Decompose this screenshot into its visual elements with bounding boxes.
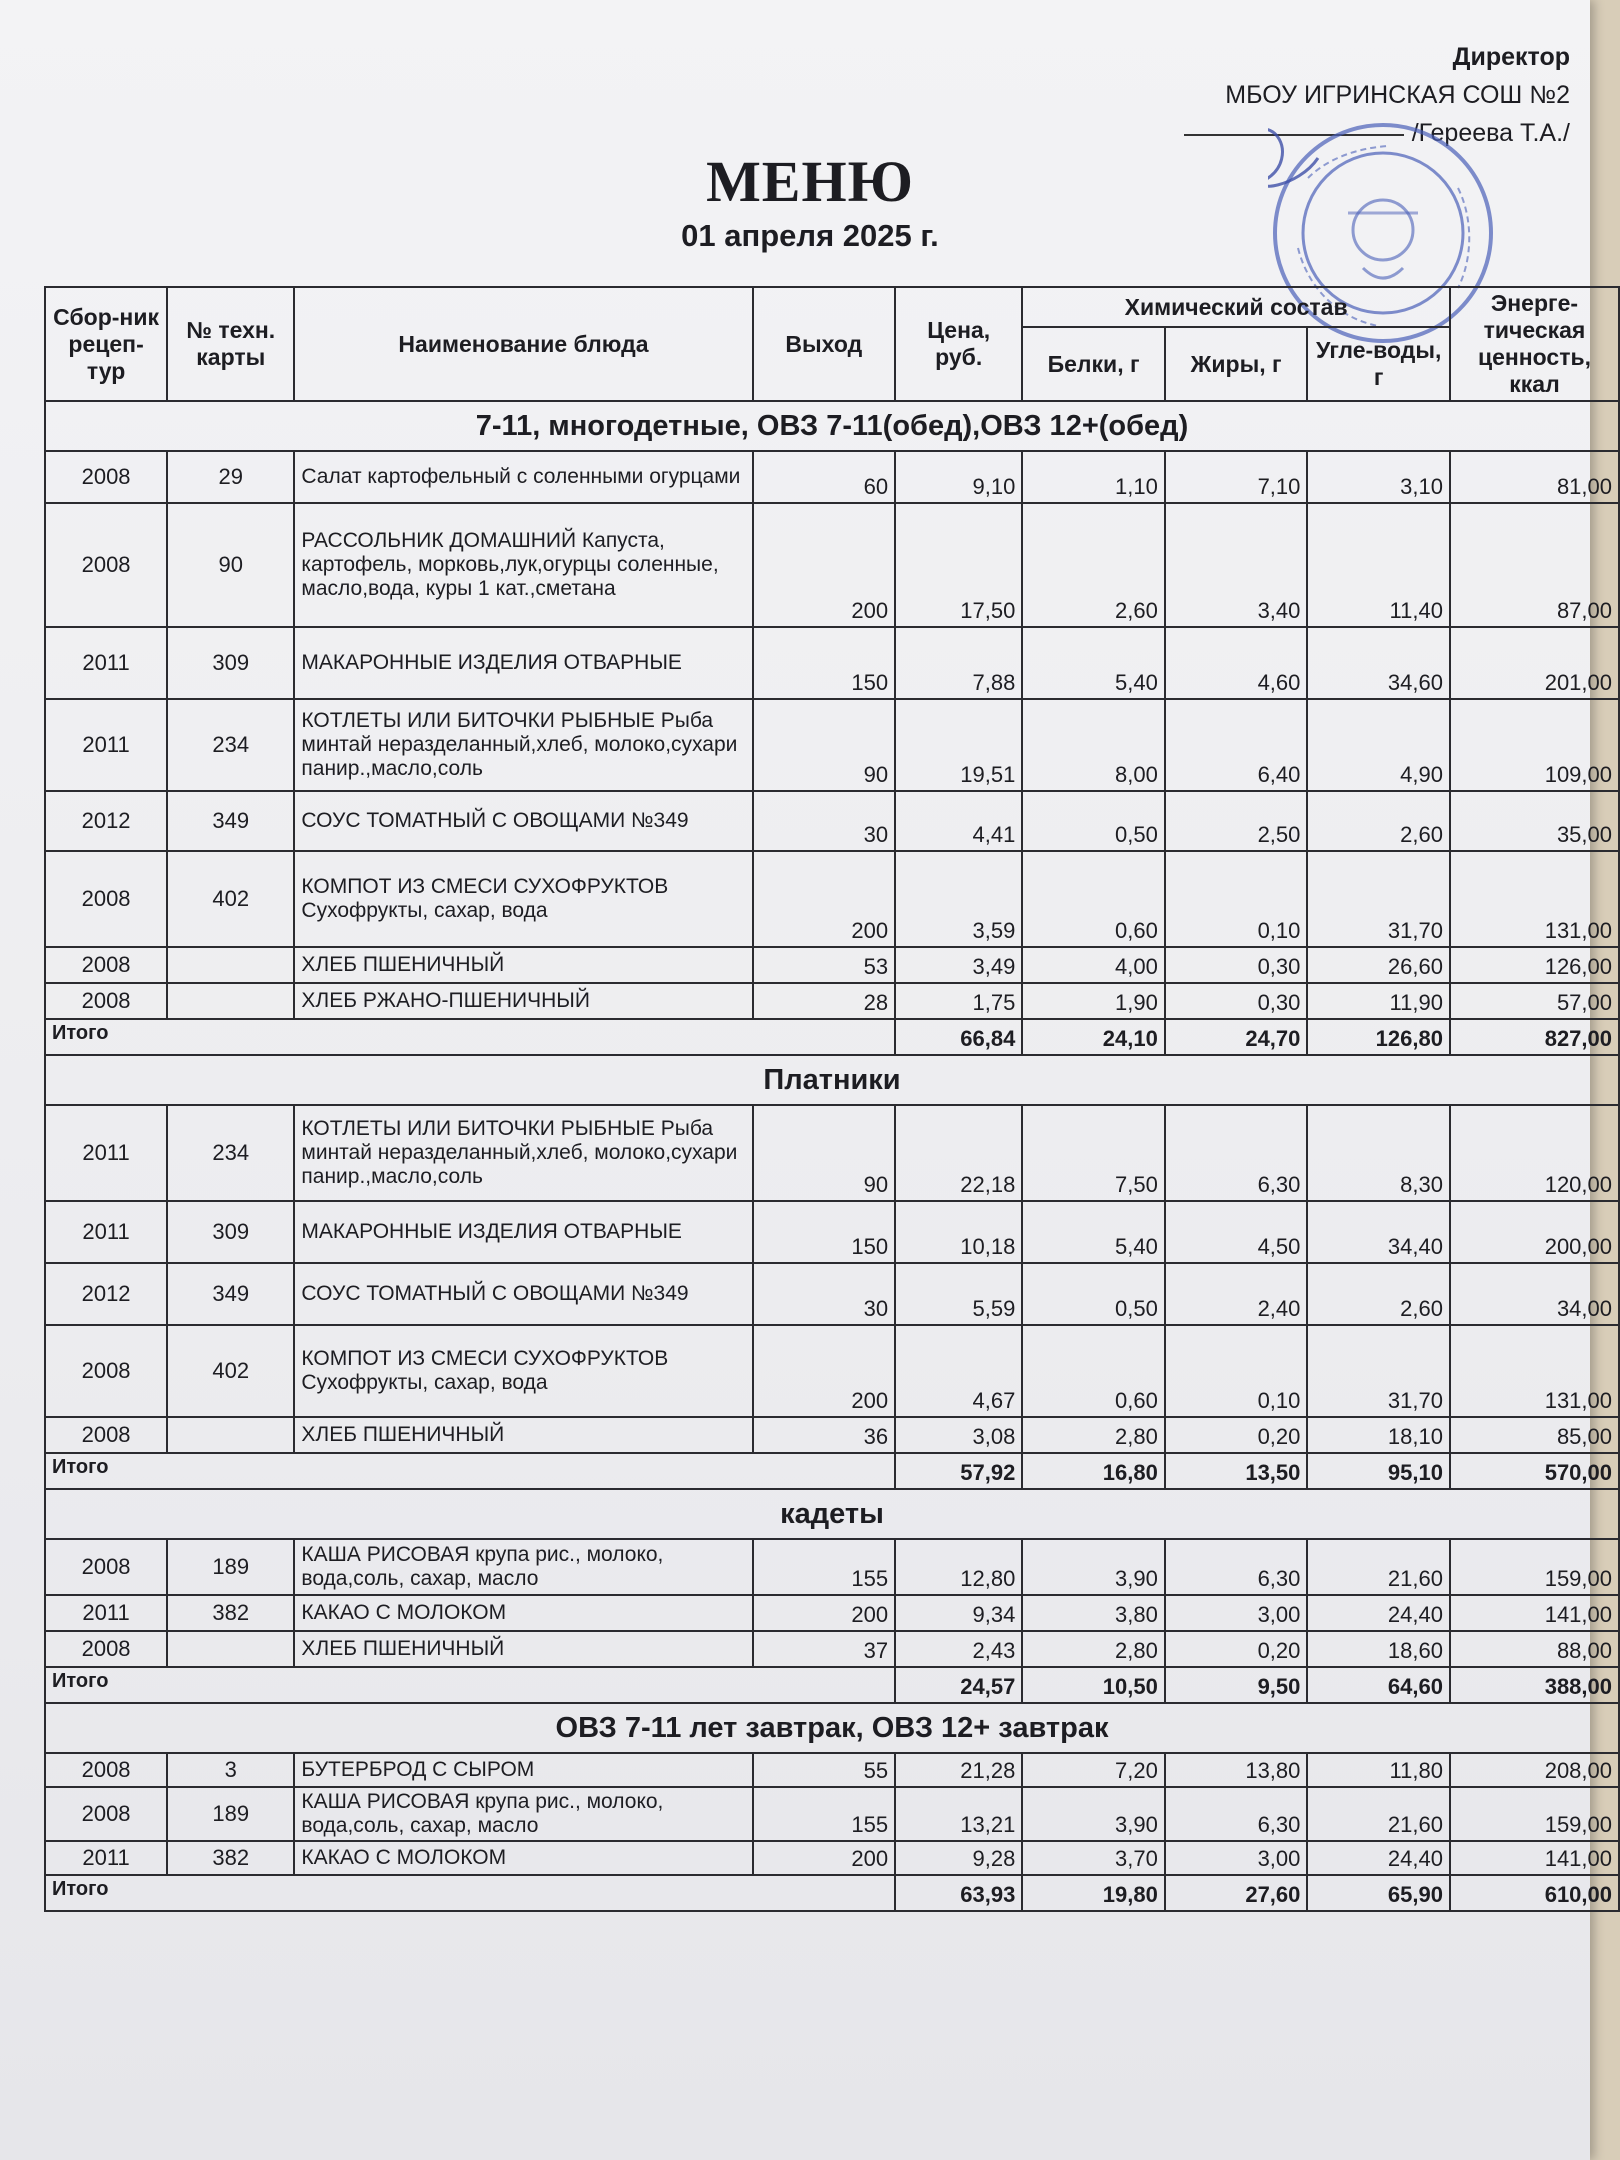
total-proteins: 19,80 xyxy=(1022,1875,1165,1911)
cell-energy: 141,00 xyxy=(1450,1595,1619,1631)
cell-fats: 7,10 xyxy=(1165,451,1308,503)
total-carbs: 95,10 xyxy=(1307,1453,1450,1489)
cell-energy: 85,00 xyxy=(1450,1417,1619,1453)
cell-collection: 2011 xyxy=(45,1841,167,1875)
total-carbs: 64,60 xyxy=(1307,1667,1450,1703)
cell-dish-name: МАКАРОННЫЕ ИЗДЕЛИЯ ОТВАРНЫЕ xyxy=(294,1201,752,1263)
cell-price: 10,18 xyxy=(895,1201,1022,1263)
cell-carbs: 11,40 xyxy=(1307,503,1450,627)
cell-yield: 53 xyxy=(753,947,896,983)
cell-dish-name: МАКАРОННЫЕ ИЗДЕЛИЯ ОТВАРНЫЕ xyxy=(294,627,752,699)
cell-fats: 0,10 xyxy=(1165,1325,1308,1417)
cell-tech-card: 3 xyxy=(167,1753,294,1787)
cell-price: 3,59 xyxy=(895,851,1022,947)
total-proteins: 10,50 xyxy=(1022,1667,1165,1703)
cell-collection: 2008 xyxy=(45,1417,167,1453)
cell-dish-name: ХЛЕБ ПШЕНИЧНЫЙ xyxy=(294,947,752,983)
cell-collection: 2008 xyxy=(45,1631,167,1667)
total-label: Итого xyxy=(45,1875,895,1911)
cell-price: 19,51 xyxy=(895,699,1022,791)
cell-proteins: 3,90 xyxy=(1022,1787,1165,1841)
section-row xyxy=(45,1489,1619,1539)
table-row xyxy=(45,983,1619,1019)
cell-tech-card: 402 xyxy=(167,1325,294,1417)
cell-price: 1,75 xyxy=(895,983,1022,1019)
total-label: Итого xyxy=(45,1019,895,1055)
cell-energy: 131,00 xyxy=(1450,1325,1619,1417)
cell-price: 9,28 xyxy=(895,1841,1022,1875)
cell-proteins: 0,50 xyxy=(1022,791,1165,851)
cell-yield: 30 xyxy=(753,1263,896,1325)
table-row xyxy=(45,1263,1619,1325)
cell-yield: 55 xyxy=(753,1753,896,1787)
cell-yield: 150 xyxy=(753,1201,896,1263)
cell-fats: 6,30 xyxy=(1165,1539,1308,1595)
cell-energy: 200,00 xyxy=(1450,1201,1619,1263)
cell-fats: 0,20 xyxy=(1165,1631,1308,1667)
cell-dish-name: КАКАО С МОЛОКОМ xyxy=(294,1841,752,1875)
cell-energy: 201,00 xyxy=(1450,627,1619,699)
header-proteins: Белки, г xyxy=(1022,327,1165,401)
header-price: Цена, руб. xyxy=(895,287,1022,401)
section-title: ОВЗ 7-11 лет завтрак, ОВЗ 12+ завтрак xyxy=(45,1703,1619,1753)
cell-fats: 2,50 xyxy=(1165,791,1308,851)
header-dish-name: Наименование блюда xyxy=(294,287,752,401)
section-title: Платники xyxy=(45,1055,1619,1105)
cell-fats: 3,00 xyxy=(1165,1595,1308,1631)
table-row xyxy=(45,1417,1619,1453)
cell-collection: 2012 xyxy=(45,791,167,851)
total-energy: 570,00 xyxy=(1450,1453,1619,1489)
cell-tech-card xyxy=(167,947,294,983)
table-row xyxy=(45,1631,1619,1667)
approval-role: Директор xyxy=(1452,43,1570,71)
cell-dish-name: ХЛЕБ ПШЕНИЧНЫЙ xyxy=(294,1631,752,1667)
cell-collection: 2008 xyxy=(45,503,167,627)
cell-collection: 2008 xyxy=(45,1325,167,1417)
cell-yield: 90 xyxy=(753,1105,896,1201)
cell-fats: 13,80 xyxy=(1165,1753,1308,1787)
total-row xyxy=(45,1667,1619,1703)
cell-energy: 159,00 xyxy=(1450,1539,1619,1595)
cell-fats: 6,40 xyxy=(1165,699,1308,791)
cell-carbs: 24,40 xyxy=(1307,1595,1450,1631)
cell-carbs: 26,60 xyxy=(1307,947,1450,983)
cell-collection: 2008 xyxy=(45,1753,167,1787)
cell-fats: 3,00 xyxy=(1165,1841,1308,1875)
cell-tech-card: 382 xyxy=(167,1841,294,1875)
cell-yield: 37 xyxy=(753,1631,896,1667)
cell-carbs: 21,60 xyxy=(1307,1787,1450,1841)
cell-carbs: 31,70 xyxy=(1307,851,1450,947)
table-row xyxy=(45,503,1619,627)
menu-date: 01 апреля 2025 г. xyxy=(681,218,939,253)
cell-carbs: 31,70 xyxy=(1307,1325,1450,1417)
cell-carbs: 2,60 xyxy=(1307,791,1450,851)
cell-proteins: 5,40 xyxy=(1022,627,1165,699)
table-row xyxy=(45,851,1619,947)
cell-tech-card xyxy=(167,1417,294,1453)
cell-carbs: 11,80 xyxy=(1307,1753,1450,1787)
total-proteins: 16,80 xyxy=(1022,1453,1165,1489)
header-collection: Сбор-ник рецеп-тур xyxy=(45,287,167,401)
cell-proteins: 3,90 xyxy=(1022,1539,1165,1595)
cell-carbs: 24,40 xyxy=(1307,1841,1450,1875)
total-price: 57,92 xyxy=(895,1453,1022,1489)
table-row xyxy=(45,1787,1619,1841)
table-row xyxy=(45,451,1619,503)
cell-price: 22,18 xyxy=(895,1105,1022,1201)
cell-carbs: 34,40 xyxy=(1307,1201,1450,1263)
total-carbs: 65,90 xyxy=(1307,1875,1450,1911)
cell-carbs: 18,60 xyxy=(1307,1631,1450,1667)
cell-price: 17,50 xyxy=(895,503,1022,627)
cell-dish-name: КАКАО С МОЛОКОМ xyxy=(294,1595,752,1631)
cell-fats: 3,40 xyxy=(1165,503,1308,627)
cell-collection: 2008 xyxy=(45,851,167,947)
cell-price: 3,49 xyxy=(895,947,1022,983)
page-title: МЕНЮ xyxy=(706,149,914,214)
cell-tech-card: 349 xyxy=(167,791,294,851)
cell-carbs: 2,60 xyxy=(1307,1263,1450,1325)
cell-fats: 2,40 xyxy=(1165,1263,1308,1325)
section-row xyxy=(45,1703,1619,1753)
cell-energy: 126,00 xyxy=(1450,947,1619,983)
table-row xyxy=(45,1539,1619,1595)
cell-price: 3,08 xyxy=(895,1417,1022,1453)
total-fats: 27,60 xyxy=(1165,1875,1308,1911)
section-title: 7-11, многодетные, ОВЗ 7-11(обед),ОВЗ 12+(обед) xyxy=(45,401,1619,451)
cell-collection: 2008 xyxy=(45,983,167,1019)
cell-price: 4,67 xyxy=(895,1325,1022,1417)
cell-energy: 81,00 xyxy=(1450,451,1619,503)
cell-price: 21,28 xyxy=(895,1753,1022,1787)
cell-tech-card: 189 xyxy=(167,1539,294,1595)
cell-proteins: 7,20 xyxy=(1022,1753,1165,1787)
approval-school: МБОУ ИГРИНСКАЯ СОШ №2 xyxy=(1225,81,1570,109)
cell-collection: 2008 xyxy=(45,1539,167,1595)
cell-energy: 131,00 xyxy=(1450,851,1619,947)
cell-fats: 4,60 xyxy=(1165,627,1308,699)
cell-collection: 2011 xyxy=(45,1105,167,1201)
cell-yield: 155 xyxy=(753,1787,896,1841)
cell-yield: 200 xyxy=(753,503,896,627)
cell-proteins: 0,60 xyxy=(1022,1325,1165,1417)
cell-energy: 88,00 xyxy=(1450,1631,1619,1667)
total-price: 66,84 xyxy=(895,1019,1022,1055)
cell-energy: 34,00 xyxy=(1450,1263,1619,1325)
cell-fats: 0,30 xyxy=(1165,947,1308,983)
total-row xyxy=(45,1019,1619,1055)
cell-yield: 200 xyxy=(753,1325,896,1417)
section-title: кадеты xyxy=(45,1489,1619,1539)
cell-dish-name: КАША РИСОВАЯ крупа рис., молоко, вода,соль, сахар, масло xyxy=(294,1787,752,1841)
cell-fats: 0,10 xyxy=(1165,851,1308,947)
cell-energy: 208,00 xyxy=(1450,1753,1619,1787)
cell-tech-card: 189 xyxy=(167,1787,294,1841)
cell-yield: 200 xyxy=(753,1595,896,1631)
cell-fats: 0,20 xyxy=(1165,1417,1308,1453)
cell-yield: 155 xyxy=(753,1539,896,1595)
cell-proteins: 2,60 xyxy=(1022,503,1165,627)
cell-price: 2,43 xyxy=(895,1631,1022,1667)
total-label: Итого xyxy=(45,1453,895,1489)
cell-dish-name: БУТЕРБРОД С СЫРОМ xyxy=(294,1753,752,1787)
table-row xyxy=(45,1201,1619,1263)
cell-dish-name: Салат картофельный с соленными огурцами xyxy=(294,451,752,503)
cell-energy: 159,00 xyxy=(1450,1787,1619,1841)
cell-yield: 150 xyxy=(753,627,896,699)
section-row xyxy=(45,1055,1619,1105)
cell-tech-card: 234 xyxy=(167,699,294,791)
cell-price: 12,80 xyxy=(895,1539,1022,1595)
cell-collection: 2011 xyxy=(45,1595,167,1631)
cell-dish-name: ХЛЕБ РЖАНО-ПШЕНИЧНЫЙ xyxy=(294,983,752,1019)
total-fats: 24,70 xyxy=(1165,1019,1308,1055)
cell-dish-name: КОМПОТ ИЗ СМЕСИ СУХОФРУКТОВ Сухофрукты, сахар, вода xyxy=(294,851,752,947)
cell-proteins: 1,90 xyxy=(1022,983,1165,1019)
cell-energy: 57,00 xyxy=(1450,983,1619,1019)
cell-dish-name: КОМПОТ ИЗ СМЕСИ СУХОФРУКТОВ Сухофрукты, сахар, вода xyxy=(294,1325,752,1417)
cell-yield: 60 xyxy=(753,451,896,503)
cell-tech-card: 309 xyxy=(167,1201,294,1263)
cell-dish-name: РАССОЛЬНИК ДОМАШНИЙ Капуста, картофель, морковь,лук,огурцы соленные, масло,вода, куры 1 кат.,сметана xyxy=(294,503,752,627)
cell-price: 9,34 xyxy=(895,1595,1022,1631)
cell-tech-card: 309 xyxy=(167,627,294,699)
cell-energy: 87,00 xyxy=(1450,503,1619,627)
cell-price: 4,41 xyxy=(895,791,1022,851)
cell-fats: 6,30 xyxy=(1165,1787,1308,1841)
cell-collection: 2011 xyxy=(45,627,167,699)
cell-proteins: 4,00 xyxy=(1022,947,1165,983)
table-row xyxy=(45,1105,1619,1201)
cell-proteins: 0,60 xyxy=(1022,851,1165,947)
cell-carbs: 8,30 xyxy=(1307,1105,1450,1201)
cell-yield: 200 xyxy=(753,851,896,947)
total-price: 63,93 xyxy=(895,1875,1022,1911)
cell-energy: 141,00 xyxy=(1450,1841,1619,1875)
cell-proteins: 0,50 xyxy=(1022,1263,1165,1325)
table-row xyxy=(45,1753,1619,1787)
cell-dish-name: КОТЛЕТЫ ИЛИ БИТОЧКИ РЫБНЫЕ Рыба минтай неразделанный,хлеб, молоко,сухари панир.,масло,соль xyxy=(294,699,752,791)
cell-proteins: 2,80 xyxy=(1022,1631,1165,1667)
cell-tech-card: 234 xyxy=(167,1105,294,1201)
table-row xyxy=(45,947,1619,983)
header-tech-card: № техн. карты xyxy=(167,287,294,401)
section-row xyxy=(45,401,1619,451)
cell-dish-name: СОУС ТОМАТНЫЙ С ОВОЩАМИ №349 xyxy=(294,791,752,851)
menu-body xyxy=(45,401,1619,1911)
cell-price: 7,88 xyxy=(895,627,1022,699)
cell-price: 5,59 xyxy=(895,1263,1022,1325)
cell-collection: 2008 xyxy=(45,451,167,503)
cell-price: 13,21 xyxy=(895,1787,1022,1841)
cell-tech-card: 29 xyxy=(167,451,294,503)
cell-dish-name: КОТЛЕТЫ ИЛИ БИТОЧКИ РЫБНЫЕ Рыба минтай неразделанный,хлеб, молоко,сухари панир.,масло,соль xyxy=(294,1105,752,1201)
cell-tech-card: 402 xyxy=(167,851,294,947)
cell-carbs: 18,10 xyxy=(1307,1417,1450,1453)
total-carbs: 126,80 xyxy=(1307,1019,1450,1055)
menu-table xyxy=(44,286,1620,1912)
cell-fats: 4,50 xyxy=(1165,1201,1308,1263)
total-fats: 9,50 xyxy=(1165,1667,1308,1703)
table-row xyxy=(45,1841,1619,1875)
table-row xyxy=(45,1595,1619,1631)
cell-dish-name: ХЛЕБ ПШЕНИЧНЫЙ xyxy=(294,1417,752,1453)
cell-collection: 2011 xyxy=(45,1201,167,1263)
table-row xyxy=(45,699,1619,791)
cell-yield: 28 xyxy=(753,983,896,1019)
header-chem: Химический состав xyxy=(1022,287,1450,327)
header-carbs: Угле-воды, г xyxy=(1307,327,1450,401)
cell-proteins: 7,50 xyxy=(1022,1105,1165,1201)
table-row xyxy=(45,1325,1619,1417)
header-fats: Жиры, г xyxy=(1165,327,1308,401)
cell-tech-card xyxy=(167,1631,294,1667)
cell-proteins: 1,10 xyxy=(1022,451,1165,503)
total-fats: 13,50 xyxy=(1165,1453,1308,1489)
cell-tech-card: 90 xyxy=(167,503,294,627)
total-energy: 827,00 xyxy=(1450,1019,1619,1055)
cell-yield: 90 xyxy=(753,699,896,791)
total-row xyxy=(45,1453,1619,1489)
cell-carbs: 11,90 xyxy=(1307,983,1450,1019)
cell-collection: 2011 xyxy=(45,699,167,791)
cell-dish-name: СОУС ТОМАТНЫЙ С ОВОЩАМИ №349 xyxy=(294,1263,752,1325)
cell-tech-card: 349 xyxy=(167,1263,294,1325)
cell-proteins: 5,40 xyxy=(1022,1201,1165,1263)
total-label: Итого xyxy=(45,1667,895,1703)
cell-tech-card: 382 xyxy=(167,1595,294,1631)
total-row xyxy=(45,1875,1619,1911)
cell-proteins: 3,70 xyxy=(1022,1841,1165,1875)
header-energy: Энерге-тическая ценность, ккал xyxy=(1450,287,1619,401)
total-energy: 388,00 xyxy=(1450,1667,1619,1703)
table-row xyxy=(45,627,1619,699)
cell-energy: 109,00 xyxy=(1450,699,1619,791)
cell-collection: 2008 xyxy=(45,1787,167,1841)
cell-fats: 6,30 xyxy=(1165,1105,1308,1201)
cell-yield: 200 xyxy=(753,1841,896,1875)
header-row xyxy=(45,287,1619,327)
cell-dish-name: КАША РИСОВАЯ крупа рис., молоко, вода,соль, сахар, масло xyxy=(294,1539,752,1595)
cell-energy: 120,00 xyxy=(1450,1105,1619,1201)
cell-proteins: 2,80 xyxy=(1022,1417,1165,1453)
cell-carbs: 4,90 xyxy=(1307,699,1450,791)
total-price: 24,57 xyxy=(895,1667,1022,1703)
cell-yield: 36 xyxy=(753,1417,896,1453)
cell-proteins: 3,80 xyxy=(1022,1595,1165,1631)
cell-collection: 2008 xyxy=(45,947,167,983)
total-energy: 610,00 xyxy=(1450,1875,1619,1911)
cell-energy: 35,00 xyxy=(1450,791,1619,851)
cell-tech-card xyxy=(167,983,294,1019)
cell-collection: 2012 xyxy=(45,1263,167,1325)
total-proteins: 24,10 xyxy=(1022,1019,1165,1055)
cell-price: 9,10 xyxy=(895,451,1022,503)
table-row xyxy=(45,791,1619,851)
cell-carbs: 34,60 xyxy=(1307,627,1450,699)
approval-name: /Гереева Т.А./ xyxy=(1411,119,1570,147)
cell-carbs: 3,10 xyxy=(1307,451,1450,503)
header-yield: Выход xyxy=(753,287,896,401)
cell-proteins: 8,00 xyxy=(1022,699,1165,791)
cell-fats: 0,30 xyxy=(1165,983,1308,1019)
cell-yield: 30 xyxy=(753,791,896,851)
cell-carbs: 21,60 xyxy=(1307,1539,1450,1595)
